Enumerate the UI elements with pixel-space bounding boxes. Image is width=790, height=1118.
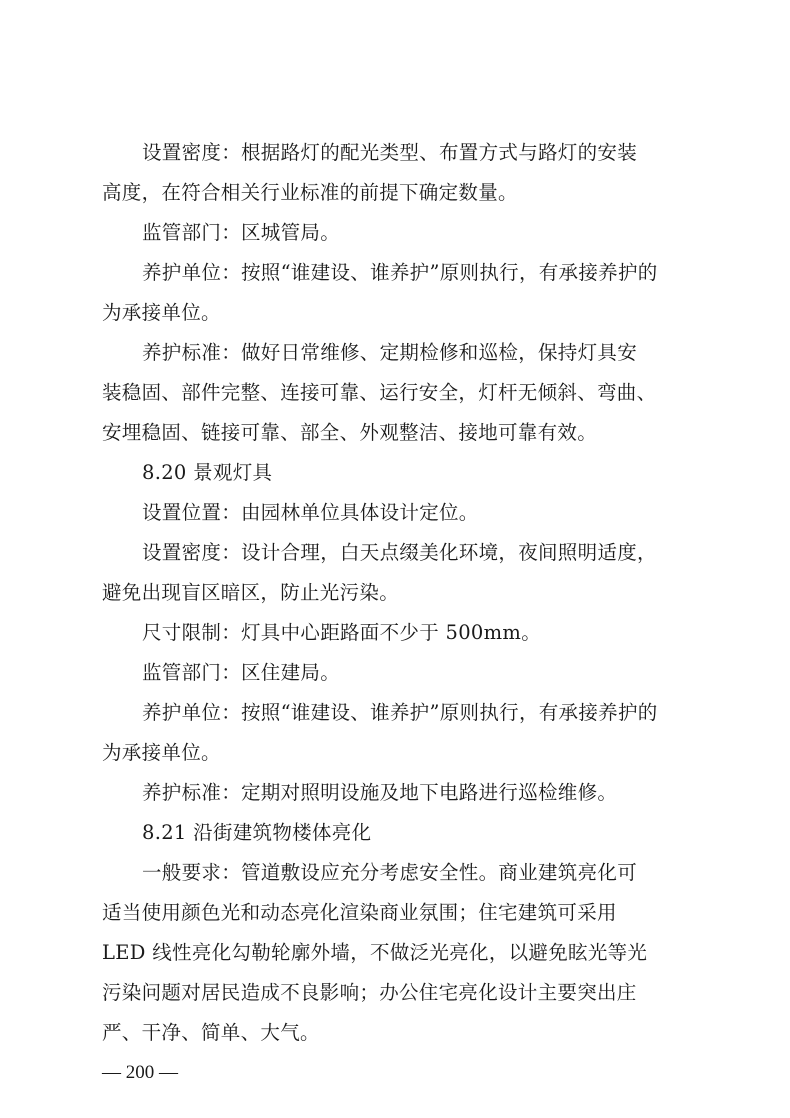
paragraph-line: 尺寸限制：灯具中心距路面不少于 500mm。	[142, 621, 541, 644]
paragraph-line: LED 线性亮化勾勒轮廓外墙，不做泛光亮化，以避免眩光等光	[102, 941, 648, 964]
paragraph-line: 装稳固、部件完整、连接可靠、运行安全，灯杆无倾斜、弯曲、	[102, 381, 657, 404]
paragraph-line: 高度，在符合相关行业标准的前提下确定数量。	[102, 181, 518, 204]
paragraph-line: 污染问题对居民造成不良影响；办公住宅亮化设计主要突出庄	[102, 981, 637, 1004]
paragraph-line: 设置密度：根据路灯的配光类型、布置方式与路灯的安装	[142, 141, 638, 164]
paragraph-line: 设置密度：设计合理，白天点缀美化环境，夜间照明适度，	[142, 541, 657, 564]
paragraph-line: 养护单位：按照“谁建设、谁养护”原则执行，有承接养护的	[142, 701, 658, 724]
paragraph-line: 严、干净、简单、大气。	[102, 1021, 320, 1044]
paragraph-line: 为承接单位。	[102, 301, 221, 324]
paragraph-line: 养护标准：做好日常维修、定期检修和巡检，保持灯具安	[142, 341, 638, 364]
paragraph-line: 为承接单位。	[102, 741, 221, 764]
paragraph-line: 安埋稳固、链接可靠、部全、外观整洁、接地可靠有效。	[102, 421, 598, 444]
paragraph-line: 适当使用颜色光和动态亮化渲染商业氛围；住宅建筑可采用	[102, 901, 617, 924]
section-heading: 8.21 沿街建筑物楼体亮化	[142, 821, 372, 844]
paragraph-line: 养护单位：按照“谁建设、谁养护”原则执行，有承接养护的	[142, 261, 658, 284]
paragraph-line: 监管部门：区城管局。	[142, 221, 341, 244]
page-number: — 200 —	[102, 1062, 178, 1083]
paragraph-line: 监管部门：区住建局。	[142, 661, 341, 684]
paragraph-line: 养护标准：定期对照明设施及地下电路进行巡检维修。	[142, 781, 618, 804]
paragraph-line: 一般要求：管道敷设应充分考虑安全性。商业建筑亮化可	[142, 861, 638, 884]
paragraph-line: 避免出现盲区暗区，防止光污染。	[102, 581, 400, 604]
section-heading: 8.20 景观灯具	[142, 461, 273, 484]
paragraph-line: 设置位置：由园林单位具体设计定位。	[142, 501, 479, 524]
